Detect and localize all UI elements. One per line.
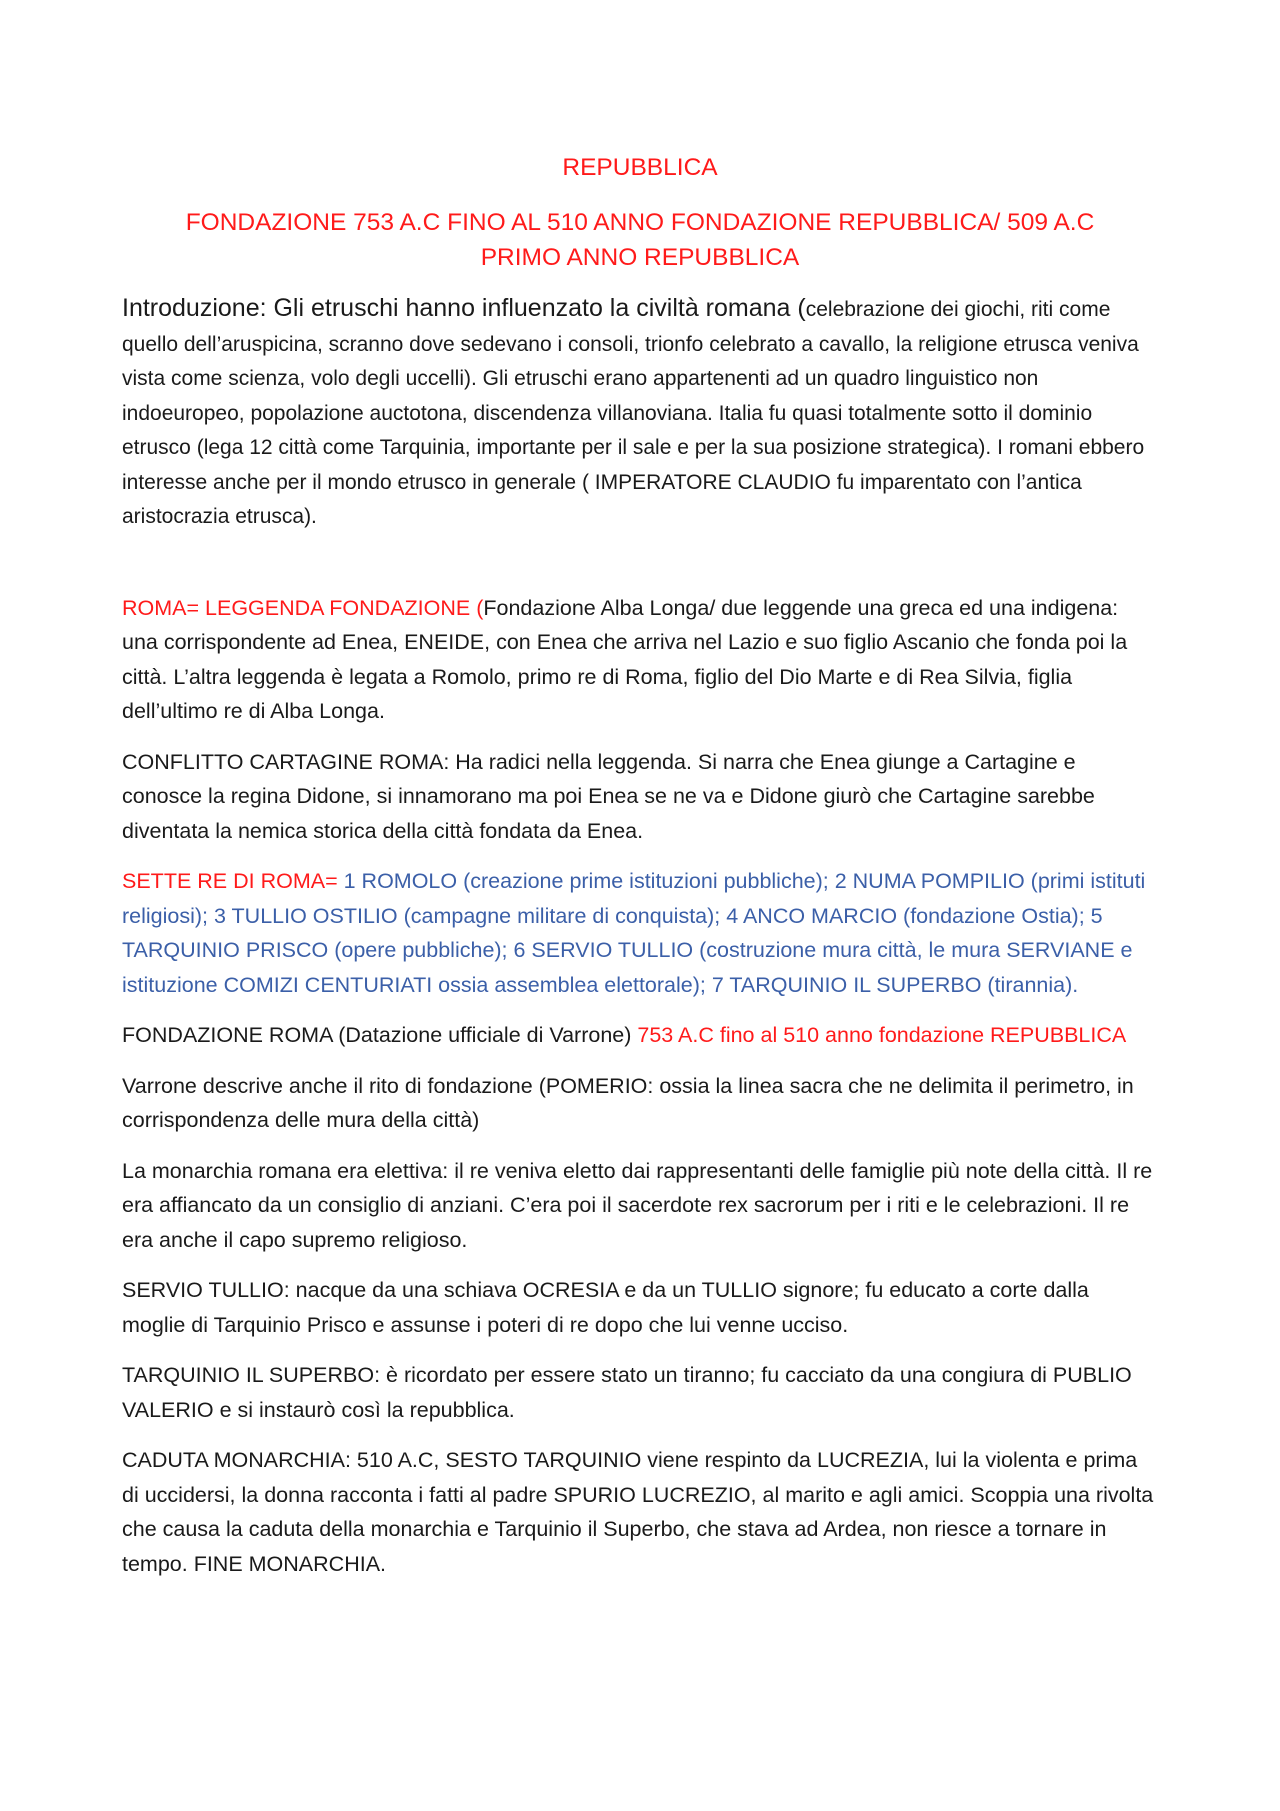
section-spacer bbox=[122, 535, 1158, 591]
document-page bbox=[122, 150, 1158, 1597]
fondazione-roma-paragraph bbox=[122, 1018, 1158, 1053]
intro-paragraph bbox=[122, 291, 1158, 535]
monarchia-paragraph: La monarchia romana era elettiva: il re veniva eletto dai rappresentanti delle famiglie più note della città. Il re era affiancato da un consiglio di anziani. C’era poi il sacerdote rex sacrorum per i riti e le celebrazioni. Il re era anche il capo supremo religioso. bbox=[122, 1158, 1153, 1252]
varrone-paragraph: Varrone descrive anche il rito di fondazione (POMERIO: ossia la linea sacra che ne delimita il perimetro, in corrispondenza delle mura della città) bbox=[122, 1073, 1134, 1132]
roma-leggenda-heading: ROMA= LEGGENDA FONDAZIONE ( bbox=[122, 595, 484, 620]
roma-leggenda-paragraph bbox=[122, 591, 1158, 729]
conflitto-paragraph: CONFLITTO CARTAGINE ROMA: Ha radici nella leggenda. Si narra che Enea giunge a Cartagine e conosce la regina Didone, si innamorano ma poi Enea se ne va e Didone giurò che Cartagine sarebbe diventata la nemica storica della città fondata da Enea. bbox=[122, 749, 1095, 843]
document-title: REPUBBLICA bbox=[562, 154, 718, 181]
servio-tullio-paragraph: SERVIO TULLIO: nacque da una schiava OCRESIA e da un TULLIO signore; fu educato a corte dalla moglie di Tarquinio Prisco e assunse i poteri di re dopo che lui venne ucciso. bbox=[122, 1278, 1089, 1337]
caduta-monarchia-paragraph: CADUTA MONARCHIA: 510 A.C, SESTO TARQUINIO viene respinto da LUCREZIA, lui la violenta e prima di uccidersi, la donna racconta i fatti al padre SPURIO LUCREZIO, al marito e agli amici. Scoppia una rivolta che causa la caduta della monarchia e Tarquinio il Superbo, che stava ad Ardea, non riesce a tornare in tempo. FINE MONARCHIA. bbox=[122, 1448, 1154, 1576]
roma-leggenda-body: Fondazione Alba Longa/ due leggende una greca ed una indigena: una corrispondente ad Enea, ENEIDE, con Enea che arriva nel Lazio e suo figlio Ascanio che fonda poi la città. L’altra leggenda è legata a Romolo, primo re di Roma, figlio del Dio Marte e di Rea Silvia, figlia dell’ultimo re di Alba Longa. bbox=[122, 595, 1128, 723]
intro-body: celebrazione dei giochi, riti come quello dell’aruspicina, scranno dove sedevano i consoli, trionfo celebrato a cavallo, la religione etrusca veniva vista come scienza, volo degli uccelli). Gli etruschi erano appartenenti ad un quadro linguistico non indoeuropeo, popolazione auctotona, discendenza villanoviana. Italia fu quasi totalmente sotto il dominio etrusco (lega 12 città come Tarquinia, importante per il sale e per la sua posizione strategica). I romani ebbero interesse anche per il mondo etrusco in generale ( IMPERATORE CLAUDIO fu imparentato con l’antica aristocrazia etrusca). bbox=[122, 298, 1145, 528]
fondazione-roma-prefix: FONDAZIONE ROMA (Datazione ufficiale di Varrone) bbox=[122, 1023, 638, 1047]
sette-re-body: 1 ROMOLO (creazione prime istituzioni pubbliche); 2 NUMA POMPILIO (primi istituti religiosi); 3 TULLIO OSTILIO (campagne militare di conquista); 4 ANCO MARCIO (fondazione Ostia); 5 TARQUINIO PRISCO (opere pubbliche); 6 SERVIO TULLIO (costruzione mura città, le mura SERVIANE e istituzione COMIZI CENTURIATI ossia assemblea elettorale); 7 TARQUINIO IL SUPERBO (tirannia). bbox=[122, 869, 1146, 997]
tarquinio-superbo-paragraph: TARQUINIO IL SUPERBO: è ricordato per essere stato un tiranno; fu cacciato da una congiura di PUBLIO VALERIO e si instaurò così la repubblica. bbox=[122, 1363, 1132, 1422]
document-subtitle-line-2: PRIMO ANNO REPUBBLICA bbox=[480, 244, 800, 271]
document-subtitle-line-1: FONDAZIONE 753 A.C FINO AL 510 ANNO FONDAZIONE REPUBBLICA/ 509 A.C bbox=[185, 209, 1095, 236]
fondazione-roma-highlight: 753 A.C fino al 510 anno fondazione REPUBBLICA bbox=[637, 1023, 1127, 1047]
intro-lead: Introduzione: Gli etruschi hanno influenzato la civiltà romana ( bbox=[122, 294, 806, 322]
sette-re-paragraph bbox=[122, 864, 1158, 1002]
sette-re-heading: SETTE RE DI ROMA= bbox=[122, 869, 338, 893]
